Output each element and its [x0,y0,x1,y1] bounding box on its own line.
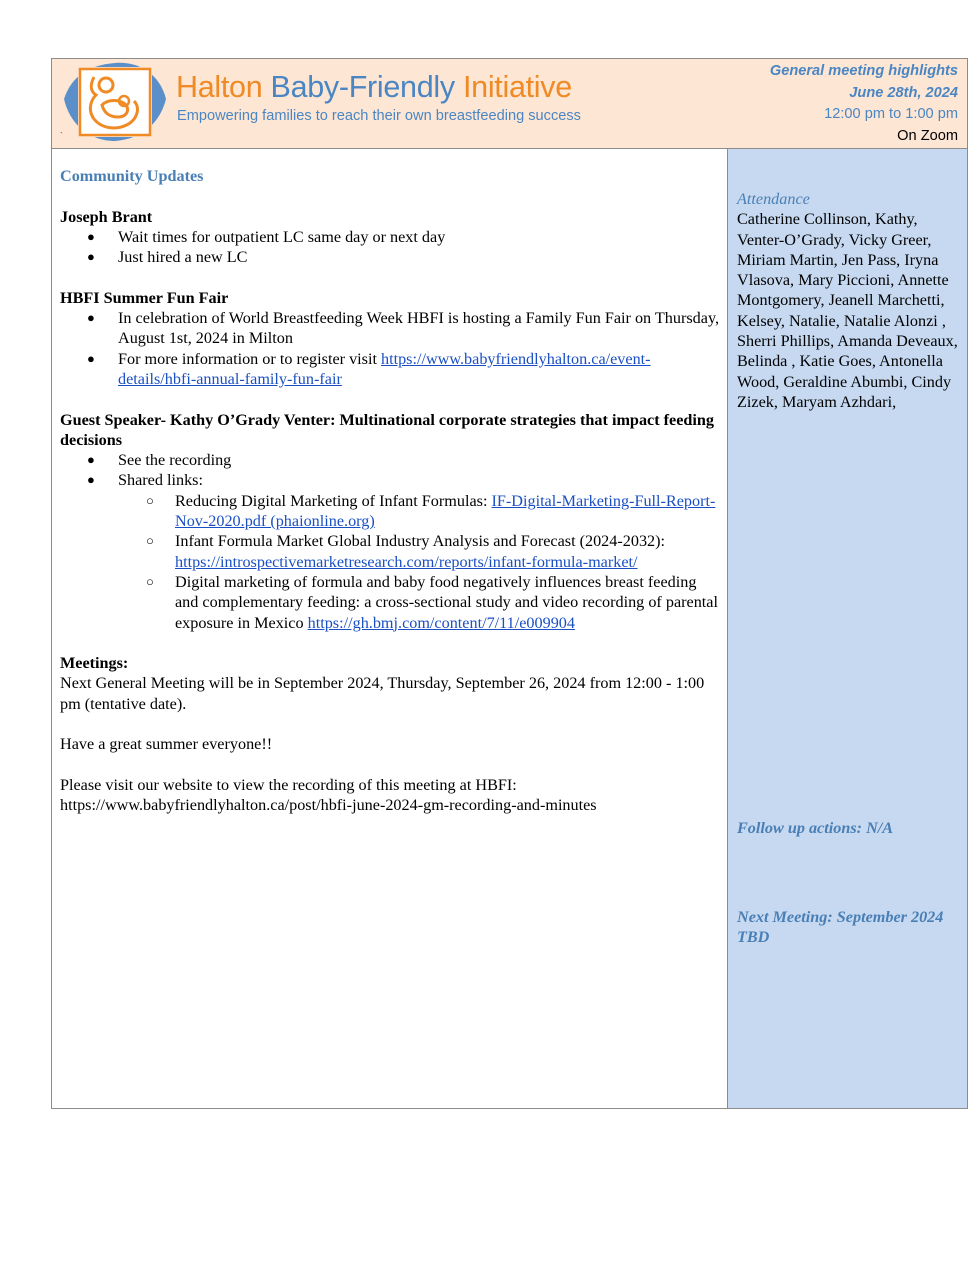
digital-marketing-report-link[interactable]: IF-Digital-Marketing-Full-Report-Nov-2020.pdf (phaionline.org) [175,491,716,531]
tick-mark: ` [60,131,63,141]
link-1-text: Reducing Digital Marketing of Infant Formulas: [175,491,492,510]
brand-halton: Halton [176,70,271,104]
recording-url: https://www.babyfriendlyhalton.ca/post/hbfi-june-2024-gm-recording-and-minutes [60,796,597,815]
joseph-brant-list [60,227,720,268]
meeting-location: On Zoom [897,127,958,144]
hbfi-logo-icon [60,61,170,143]
guest-speaker-list [60,450,720,491]
fun-fair-heading: HBFI Summer Fun Fair [60,288,229,307]
link-3-text: Digital marketing of formula and baby food negatively influences breast feeding and complementary feeding: a cross-sectional study and video recording of parental exposure in Mexico [175,572,718,632]
document-frame [51,58,968,1109]
list-item [118,531,720,572]
attendance-names: Catherine Collinson, Kathy, Venter-O’Grady, Vicky Greer, Miriam Martin, Jen Pass, Iryna Vlasova, Mary Piccioni, Annette Montgomery, Jeanell Marchetti, Kelsey, Natalie, Natalie Alonzi , Sherri Phillips, Amanda Deveaux, Belinda , Katie Goes, Antonella Wood, Geraldine Abumbi, Cindy Zizek, Maryam Azhdari, [737,210,958,411]
community-updates-heading: Community Updates [60,167,204,185]
attendance-heading: Attendance [737,190,810,208]
guest-speaker-heading: Guest Speaker- Kathy O’Grady Venter: Multinational corporate strategies that impact feeding decisions [60,410,715,449]
meeting-date: June 28th, 2024 [849,84,958,101]
list-item [118,572,720,633]
list-item [118,491,720,532]
fair-register-text: For more information or to register visit [118,349,381,368]
meeting-type: General meeting highlights [769,63,958,79]
list-item [60,470,720,490]
list-item: ● Just hired a new LC [60,247,720,267]
brand-tagline: Empowering families to reach their own breastfeeding success [177,108,581,124]
list-item: ● Wait times for outpatient LC same day or next day [60,227,720,247]
summer-text: Have a great summer everyone!! [60,735,273,754]
joseph-brant-heading: Joseph Brant [60,207,153,226]
next-meeting: Next Meeting: September 2024 TBD [737,908,944,947]
brand-baby-friendly: Baby-Friendly [270,70,463,104]
main-column [52,149,728,1108]
link-2-text: Infant Formula Market Global Industry Analysis and Forecast (2024-2032): [175,532,666,551]
sidebar-column [728,149,967,1108]
shared-links-label: Shared links: [118,471,203,490]
meetings-text: Next General Meeting will be in September 2024, Thursday, September 26, 2024 from 12:00 - 1:00 pm (tentative date). [60,674,705,713]
shared-links-list [118,491,720,633]
list-item: ● See the recording [60,450,720,470]
bmj-study-link[interactable]: https://gh.bmj.com/content/7/11/e009904 [307,613,575,632]
infant-formula-market-link[interactable]: https://introspectivemarketresearch.com/reports/infant-formula-market/ [175,552,638,571]
visit-text: Please visit our website to view the recording of this meeting at HBFI: [60,775,517,794]
header-banner [52,59,967,149]
brand-title [176,72,572,103]
meeting-info [770,61,958,147]
meeting-time: 12:00 pm to 1:00 pm [824,106,958,122]
brand-initiative: Initiative [462,70,572,104]
main-content [60,166,720,816]
follow-up-actions: Follow up actions: N/A [737,819,894,837]
attendance-block [737,189,962,412]
list-item: ● In celebration of World Breastfeeding Week HBFI is hosting a Family Fun Fair on Thursday, August 1st, 2024 in Milton [60,308,720,349]
list-item [60,349,720,390]
fun-fair-link[interactable]: https://www.babyfriendlyhalton.ca/event-details/hbfi-annual-family-fun-fair [118,349,651,388]
fun-fair-list [60,308,720,389]
meetings-heading: Meetings: [60,654,129,673]
